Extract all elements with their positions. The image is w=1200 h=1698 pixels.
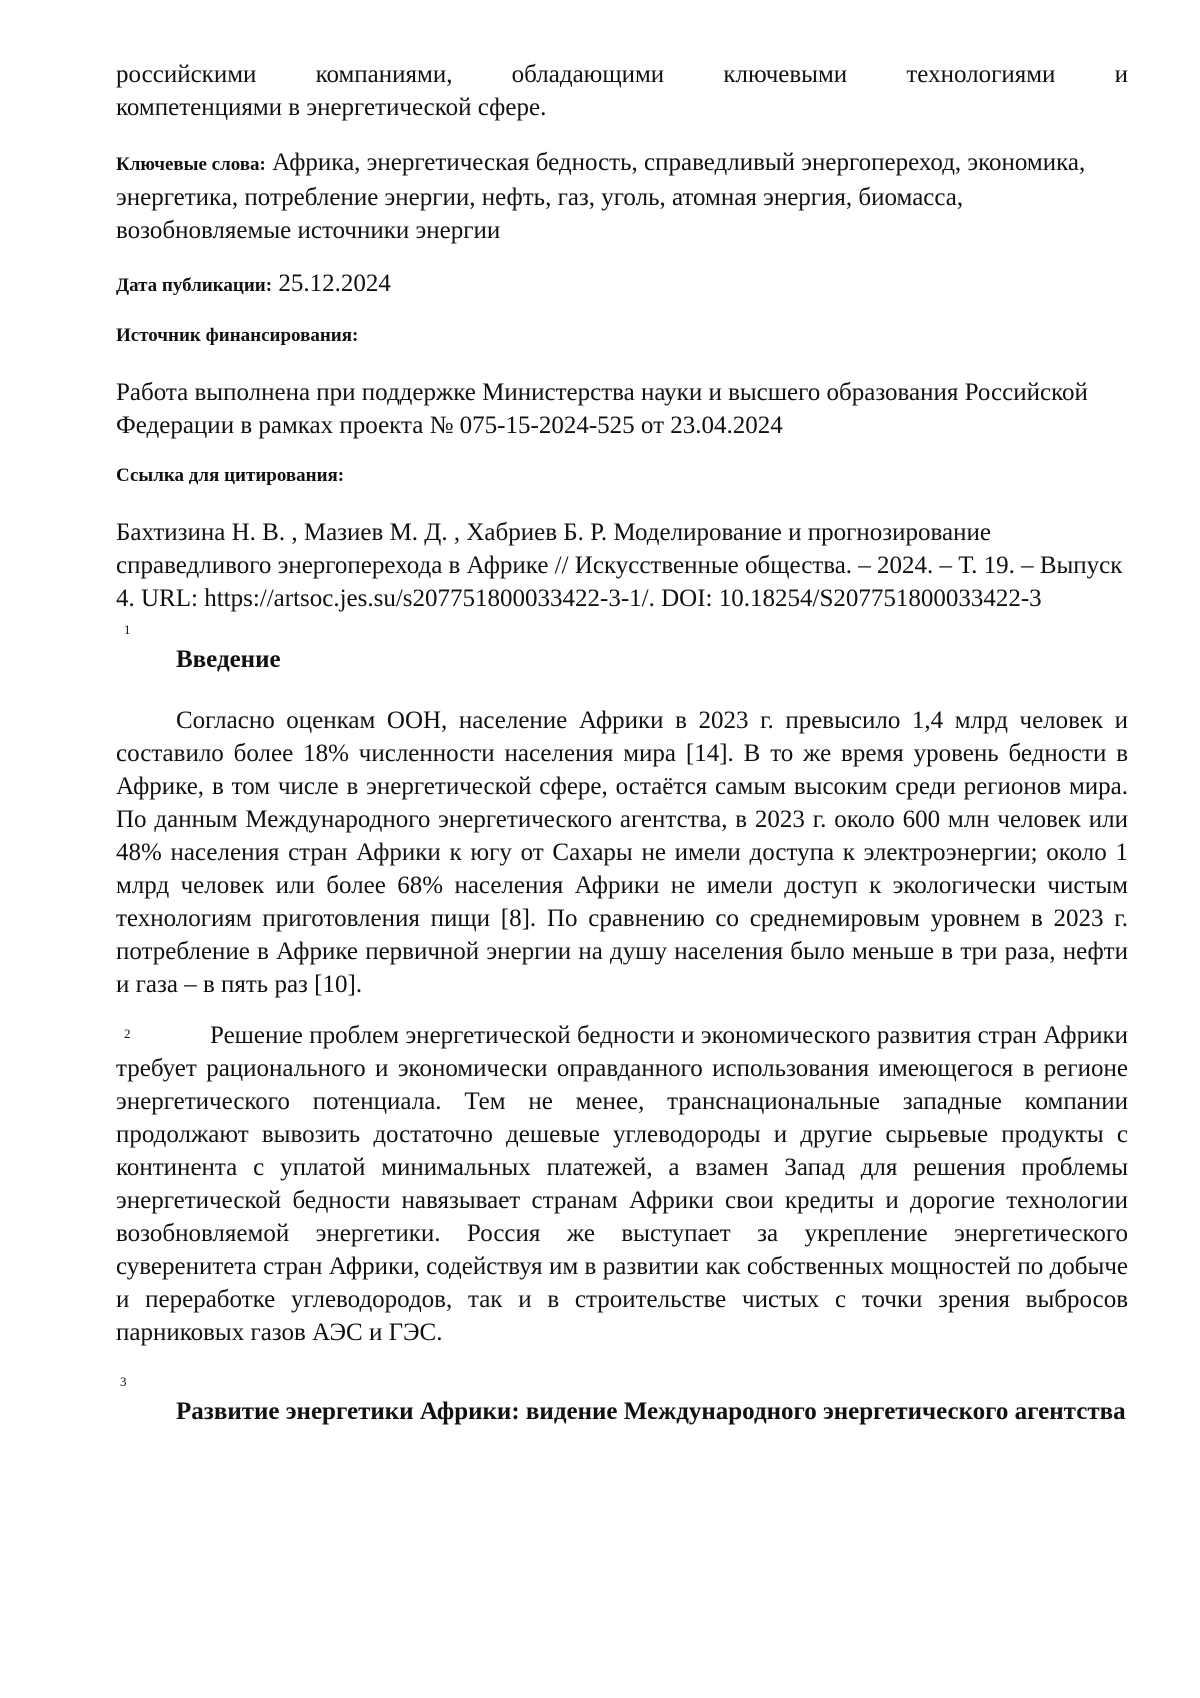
section-1 xyxy=(116,623,1128,1001)
publication-date-value: 25.12.2024 xyxy=(278,270,391,297)
publication-date-label: Дата публикации: xyxy=(116,275,272,296)
section-2-paragraph: Решение проблем энергетической бедности и экономического развития стран Африки требует рационального и экономически оправданного использования имеющегося в регионе энергетического потенциала. Тем не менее, транснациональные западные компании продолжают вывозить достаточно дешевые углеводороды и другие сырьевые продукты с континента с уплатой минимальных платежей, а взамен Запад для решения проблемы энергетической бедности навязывает странам Африки свои кредиты и дорогие технологии возобновляемой энергетики. Россия же выступает за укрепление энергетического суверенитета стран Африки, содействуя им в развитии как собственных мощностей по добыче и переработке углеводородов, так и в строительстве чистых с точки зрения выбросов парниковых газов АЭС и ГЭС. xyxy=(116,1019,1128,1349)
section-3 xyxy=(116,1375,1128,1428)
keywords-value: Африка, энергетическая бедность, справедливый энергопереход, экономика, энергетика, потребление энергии, нефть, газ, уголь, атомная энергия, биомасса, возобновляемые источники энергии xyxy=(116,149,1085,244)
funding-label: Источник финансирования: xyxy=(116,324,1128,348)
section-1-paragraph: Согласно оценкам ООН, население Африки в 2023 г. превысило 1,4 млрд человек и составило более 18% численности населения мира [14]. В то же время уровень бедности в Африке, в том числе в энергетической сфере, остаётся самым высоким среди регионов мира. По данным Международного энергетического агентства, в 2023 г. около 600 млн человек или 48% населения стран Африки к югу от Сахары не имели доступа к электроэнергии; около 1 млрд человек или более 68% населения Африки не имели доступ к экологически чистым технологиям приготовления пищи [8]. По сравнению со среднемировым уровнем в 2023 г. потребление в Африке первичной энергии на душу населения было меньше в три раза, нефти и газа – в пять раз [10]. xyxy=(116,704,1128,1001)
abstract-tail-line-2: компетенциями в энергетической сфере. xyxy=(116,91,1128,124)
keywords-block xyxy=(116,146,1128,247)
paragraph-number: 3 xyxy=(120,1375,127,1389)
keywords-label: Ключевые слова: xyxy=(116,154,266,175)
paragraph-number: 1 xyxy=(124,623,131,637)
abstract-tail-line-1: российскими компаниями, обладающими ключевыми технологиями и xyxy=(116,58,1128,91)
section-2 xyxy=(116,1019,1128,1349)
publication-date-block xyxy=(116,267,1128,302)
section-heading-introduction: Введение xyxy=(116,623,1128,676)
document-page xyxy=(116,58,1128,1428)
citation-label: Ссылка для цитирования: xyxy=(116,464,1128,488)
citation-text: Бахтизина Н. В. , Мазиев М. Д. , Хабриев Б. Р. Моделирование и прогнозирование справедливого энергоперехода в Африке // Искусственные общества. – 2024. – Т. 19. – Выпуск 4. URL: https://artsoc.jes.su/s207751800033422-3-1/. DOI: 10.18254/S207751800033422-3 xyxy=(116,516,1128,615)
paragraph-number: 2 xyxy=(124,1027,131,1041)
section-heading-energy-development: Развитие энергетики Африки: видение Международного энергетического агентства xyxy=(116,1375,1128,1428)
funding-text: Работа выполнена при поддержке Министерства науки и высшего образования Российской Федерации в рамках проекта № 075-15-2024-525 от 23.04.2024 xyxy=(116,376,1128,442)
